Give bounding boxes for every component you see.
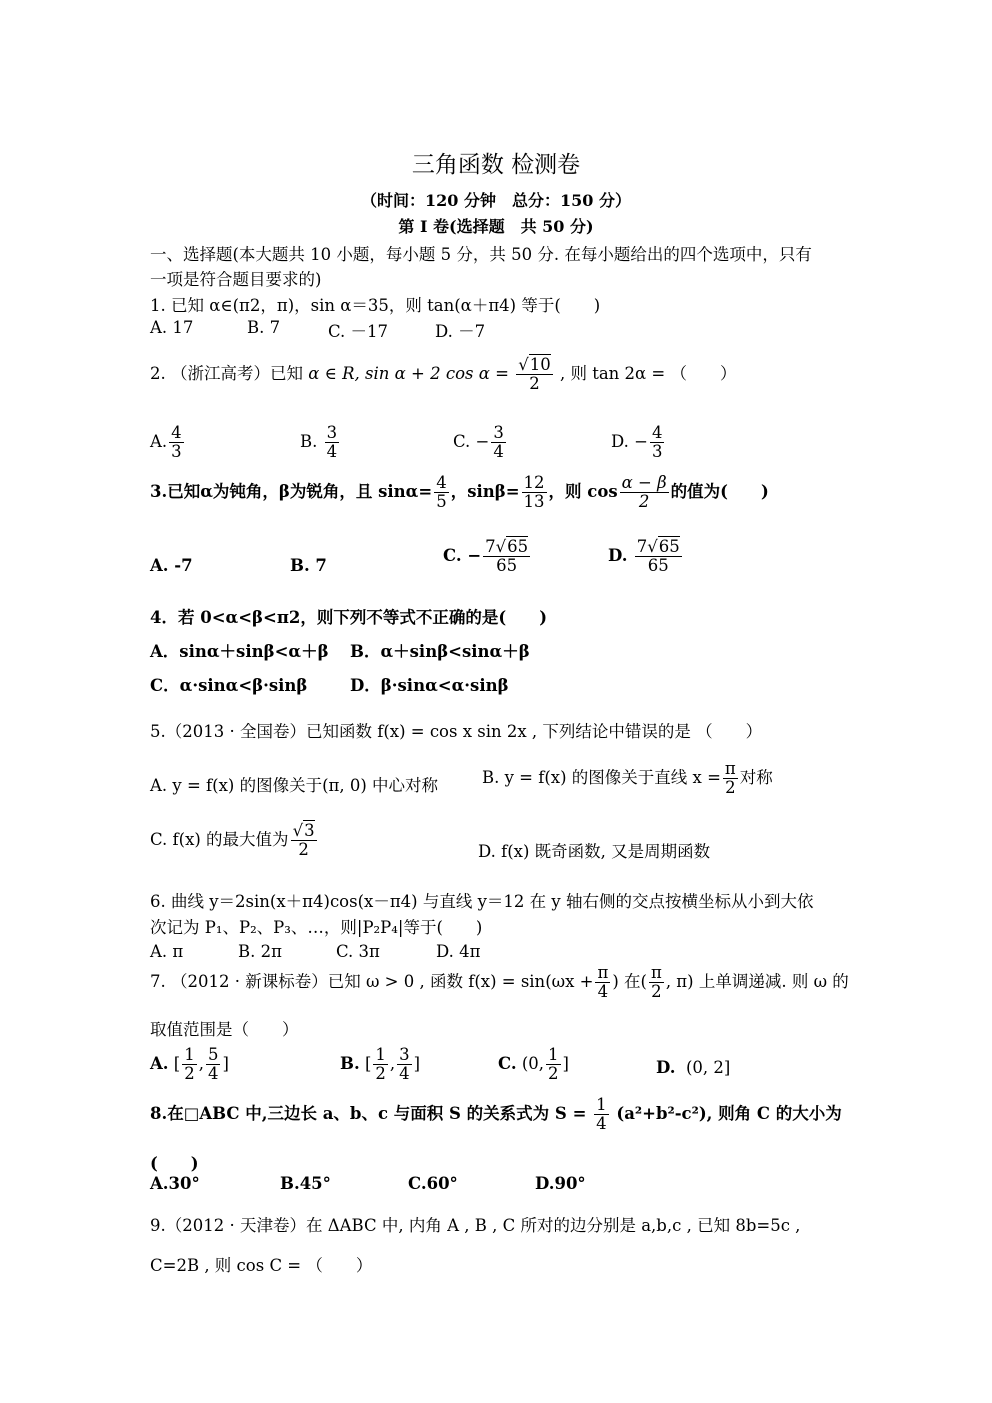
q7-frac2-den: 2 (651, 982, 662, 1002)
q4-option-d: D．β·sinα<α·sinβ (350, 676, 509, 695)
q6-option-b: B. 2π (238, 942, 282, 961)
q3-option-c-den: 65 (496, 556, 518, 576)
q5-option-b-suffix: 对称 (739, 768, 773, 788)
q9-stem-line2: C=2B , 则 cos C = （ ） (150, 1256, 373, 1275)
q1-option-b: B. 7 (247, 318, 281, 337)
q7-option-c (498, 1046, 569, 1083)
q1-stem: 1. 已知 α∈(π2，π)，sin α＝35，则 tan(α＋π4) 等于( ) (150, 296, 601, 315)
q3-frac1-den: 5 (436, 492, 447, 512)
q5-option-b (482, 760, 773, 797)
q7-option-c-den: 2 (548, 1064, 559, 1084)
q7-prefix: 7. （2012 · 新课标卷）已知 (150, 972, 361, 992)
q3-mid2: ，则 cos (548, 482, 618, 502)
q9-stem-line1: 9.（2012 · 天津卷）在 ΔABC 中, 内角 A , B , C 所对的边分别是 a,b,c , 已知 8b=5c , (150, 1216, 801, 1235)
q7-option-a-n1: 1 (184, 1045, 195, 1064)
q7-option-b-n1: 1 (375, 1045, 386, 1064)
q2-fraction-den: 2 (529, 374, 540, 394)
q7-expr1: ω > 0 , 函数 f(x) = sin(ωx + (365, 972, 594, 992)
q2-option-c-num: 3 (493, 423, 504, 442)
q8-option-b: B.45° (280, 1174, 331, 1193)
q7-stem-line1 (150, 964, 849, 1001)
q7-expr3: , π) 上单调递减. 则 ω 的 (665, 972, 849, 992)
q3-frac1-num: 4 (436, 473, 447, 492)
q6-option-d: D. 4π (436, 942, 481, 961)
q5-stem: 5.（2013 · 全国卷）已知函数 f(x) = cos x sin 2x , 下列结论中错误的是 （ ） (150, 722, 763, 741)
q1-option-d: D. －7 (435, 322, 486, 341)
page-title: 三角函数 检测卷 (411, 152, 581, 178)
q2-stem (150, 356, 736, 393)
q8-option-a: A.30° (150, 1174, 200, 1193)
q2-option-d-label: D. − (611, 432, 648, 452)
q7-option-b-label: B. (340, 1054, 360, 1074)
q4-option-a: A．sinα＋sinβ<α＋β (150, 642, 329, 661)
q7-option-a-d1: 2 (184, 1064, 195, 1084)
q3-option-d-den: 65 (647, 556, 669, 576)
q7-option-a-label: A. (150, 1054, 169, 1074)
q4-option-c: C．α·sinα<β·sinβ (150, 676, 308, 695)
q5-option-c-radicand: 3 (304, 821, 315, 840)
q2-option-d (611, 424, 666, 461)
q2-suffix: , 则 tan 2α = （ ） (559, 364, 737, 384)
q7-option-c-num: 1 (548, 1045, 559, 1064)
q3-option-c-radicand: 65 (507, 537, 529, 556)
q7-option-b: B. [ $\frac{1}{2}$ , $\frac{3}{4}$ ] (340, 1045, 421, 1084)
q7-option-a-d2: 4 (207, 1064, 219, 1084)
q5-option-c-prefix: C. f(x) 的最大值为 (150, 830, 289, 850)
q2-option-c (453, 424, 508, 461)
q2-option-b-label: B. (300, 432, 318, 452)
section-instruction-line2: 一项是符合题目要求的) (150, 270, 322, 289)
q8-option-c: C.60° (408, 1174, 458, 1193)
q2-option-b-den: 4 (326, 442, 338, 462)
q2-option-b-num: 3 (326, 423, 338, 442)
q2-option-c-den: 4 (493, 442, 504, 462)
q8-frac-den: 4 (596, 1114, 607, 1134)
q8-stem-line1 (150, 1096, 842, 1133)
q5-option-d: D. f(x) 既奇函数, 又是周期函数 (478, 842, 711, 861)
q3-option-d: D. $\frac{7√65}{65}$ (608, 537, 680, 576)
q7-stem-line2: 取值范围是（ ） (150, 1020, 299, 1039)
q6-stem-line2: 次记为 P₁、P₂、P₃、…，则|P₂P₄|等于( ) (150, 918, 483, 937)
q4-option-b: B．α＋sinβ<sinα＋β (350, 642, 530, 661)
q8-frac-num: 1 (596, 1095, 607, 1114)
q8-stem-line2: ( ) (150, 1154, 199, 1173)
q2-option-b (300, 424, 341, 461)
q7-frac1-num: π (597, 963, 609, 982)
q7-option-d (656, 1058, 730, 1077)
q3-option-c: C. − $\frac{7√65}{65}$ (443, 537, 529, 576)
q5-option-b-prefix: B. y = f(x) 的图像关于直线 x = (482, 768, 721, 788)
q8-suffix: (a²+b²-c²), 则角 C 的大小为 (616, 1104, 842, 1124)
q2-option-a-den: 3 (171, 442, 182, 462)
q5-option-c-den: 2 (298, 840, 309, 860)
q7-option-b-d2: 4 (399, 1064, 410, 1084)
q3-frac2-num: 12 (523, 473, 545, 492)
q3-option-c-coef: 7 (485, 537, 496, 556)
q3-option-b: B. 7 (290, 556, 327, 575)
q7-option-c-label: C. (498, 1054, 517, 1074)
q3-option-a: A. -7 (150, 556, 193, 575)
q2-option-c-label: C. − (453, 432, 490, 452)
q6-option-a: A. π (150, 942, 184, 961)
q2-prefix: 2. （浙江高考）已知 (150, 364, 303, 384)
q4-stem: 4．若 0<α<β<π2，则下列不等式不正确的是( ) (150, 608, 548, 627)
part-heading: 第 I 卷(选择题 共 50 分) (398, 217, 594, 236)
q3-option-d-label: D. (608, 546, 628, 566)
q7-option-c-prefix: (0, (521, 1054, 545, 1074)
q7-option-b-d1: 2 (375, 1064, 386, 1084)
q8-prefix: 8.在□ABC 中,三边长 a、b、c 与面积 S 的关系式为 S = (150, 1104, 587, 1124)
q5-option-a: A. y = f(x) 的图像关于(π, 0) 中心对称 (150, 776, 439, 795)
q2-expression: α ∈ R, sin α + 2 cos α = (308, 364, 509, 384)
q3-suffix: 的值为( ) (670, 482, 769, 502)
q7-frac1-den: 4 (597, 982, 609, 1002)
q7-option-d-value: (0, 2] (685, 1058, 731, 1077)
q5-option-c: C. f(x) 的最大值为 $\frac{√3}{2}$ (150, 821, 315, 860)
q2-option-d-num: 4 (651, 423, 663, 442)
q2-option-a-label: A. (150, 432, 168, 452)
q2-option-a (150, 424, 186, 461)
q6-option-c: C. 3π (336, 942, 380, 961)
q5-option-b-num: π (724, 759, 736, 778)
q7-option-d-label: D. (656, 1058, 676, 1077)
q3-stem (150, 474, 769, 511)
q3-frac2-den: 13 (523, 492, 545, 512)
q7-option-b-n2: 3 (399, 1045, 410, 1064)
q7-option-a-n2: 5 (207, 1045, 219, 1064)
q3-option-d-radicand: 65 (658, 537, 680, 556)
q2-option-a-num: 4 (171, 423, 182, 442)
q7-expr2: ) 在( (612, 972, 647, 992)
q2-fraction: $\frac{√10}{2}$ (518, 355, 551, 394)
q3-frac3-num: α − β (621, 473, 667, 492)
q3-option-d-coef: 7 (636, 537, 648, 556)
q3-mid: ，sinβ= (450, 482, 520, 502)
exam-meta: （时间：120 分钟 总分：150 分） (361, 191, 631, 210)
q3-frac3-den: 2 (638, 492, 650, 512)
q7-option-c-suffix: ] (562, 1054, 569, 1074)
q3-prefix: 3.已知α为钝角，β为锐角，且 sinα= (150, 482, 433, 502)
q5-option-b-den: 2 (725, 778, 736, 798)
q2-option-d-den: 3 (651, 442, 663, 462)
q3-option-c-label: C. − (443, 546, 482, 566)
q7-frac2-num: π (650, 963, 662, 982)
q2-fraction-num: 10 (529, 355, 551, 374)
q6-stem-line1: 6. 曲线 y＝2sin(x＋π4)cos(x－π4) 与直线 y＝12 在 y 轴右侧的交点按横坐标从小到大依 (150, 892, 814, 911)
q8-option-d: D.90° (535, 1174, 586, 1193)
q1-option-c: C. －17 (328, 322, 389, 341)
q1-option-a: A. 17 (150, 318, 194, 337)
section-instruction-line1: 一、选择题(本大题共 10 小题，每小题 5 分，共 50 分. 在每小题给出的四个选项中，只有 (150, 245, 812, 264)
q7-option-a: A. [ $\frac{1}{2}$ , $\frac{5}{4}$ ] (150, 1045, 229, 1084)
